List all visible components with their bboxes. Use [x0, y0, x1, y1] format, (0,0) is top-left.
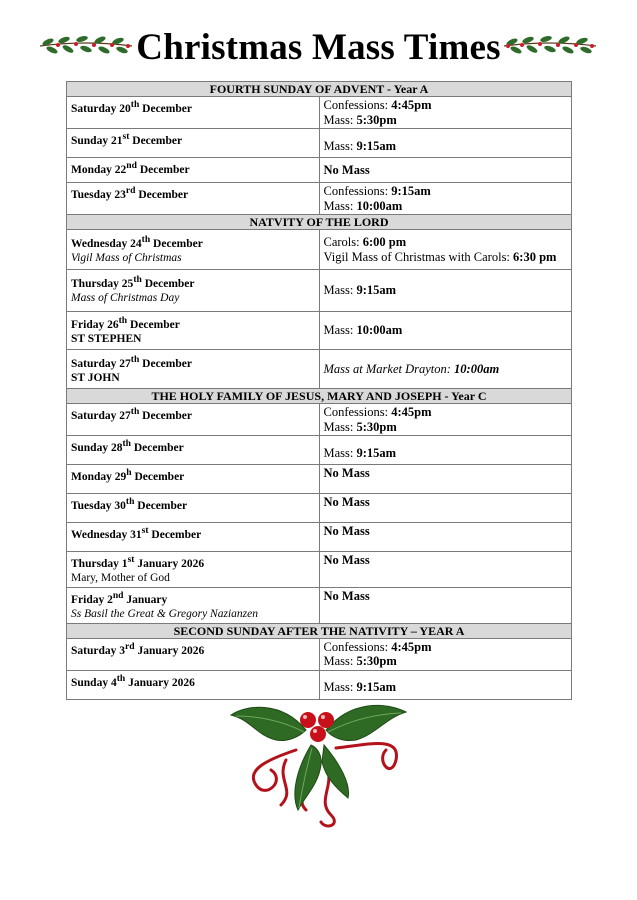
section-heading: SECOND SUNDAY AFTER THE NATIVITY – YEAR A — [67, 623, 572, 638]
schedule-row — [67, 158, 572, 183]
section-heading: NATVITY OF THE LORD — [67, 215, 572, 230]
schedule-row — [67, 404, 572, 436]
schedule-row — [67, 436, 572, 465]
times-cell: Confessions: 4:45pm Mass: 5:30pm — [319, 404, 572, 436]
schedule-row — [67, 183, 572, 215]
section-heading: FOURTH SUNDAY OF ADVENT - Year A — [67, 82, 572, 97]
times-cell: Confessions: 9:15am Mass: 10:00am — [319, 183, 572, 215]
times-cell: No Mass — [319, 587, 572, 623]
schedule-row — [67, 638, 572, 670]
times-cell: Mass: 9:15am — [319, 670, 572, 699]
schedule-row — [67, 465, 572, 494]
holly-sprig-icon — [502, 34, 598, 56]
times-cell: Confessions: 4:45pm Mass: 5:30pm — [319, 97, 572, 129]
day-cell: Sunday 28th December — [67, 436, 320, 465]
schedule-row — [67, 494, 572, 523]
times-cell: No Mass — [319, 465, 572, 494]
day-cell: Saturday 27th December — [67, 404, 320, 436]
day-cell: Friday 26th December ST STEPHEN — [67, 312, 320, 350]
day-cell: Wednesday 31st December — [67, 523, 320, 552]
section-heading: THE HOLY FAMILY OF JESUS, MARY AND JOSEPH - Year C — [67, 389, 572, 404]
day-cell: Tuesday 23rd December — [67, 183, 320, 215]
schedule-row — [67, 587, 572, 623]
day-cell: Tuesday 30th December — [67, 494, 320, 523]
schedule-row — [67, 270, 572, 312]
times-cell: No Mass — [319, 552, 572, 588]
times-cell: Mass: 9:15am — [319, 129, 572, 158]
section-heading-row — [67, 215, 572, 230]
times-cell: Mass: 10:00am — [319, 312, 572, 350]
schedule-row — [67, 129, 572, 158]
day-cell: Sunday 21st December — [67, 129, 320, 158]
schedule-row — [67, 350, 572, 389]
times-cell: Mass at Market Drayton: 10:00am — [319, 350, 572, 389]
day-cell: Saturday 3rd January 2026 — [67, 638, 320, 670]
times-cell: No Mass — [319, 158, 572, 183]
day-cell: Sunday 4th January 2026 — [67, 670, 320, 699]
day-cell: Monday 22nd December — [67, 158, 320, 183]
times-cell: Mass: 9:15am — [319, 270, 572, 312]
schedule-row — [67, 230, 572, 270]
day-cell: Saturday 27th December ST JOHN — [67, 350, 320, 389]
times-cell: No Mass — [319, 523, 572, 552]
day-cell: Monday 29$^h$ December — [67, 465, 320, 494]
day-cell: Thursday 1st January 2026 Mary, Mother of God — [67, 552, 320, 588]
times-cell: No Mass — [319, 494, 572, 523]
schedule-row — [67, 552, 572, 588]
times-cell: Carols: 6:00 pm Vigil Mass of Christmas with Carols: 6:30 pm — [319, 230, 572, 270]
schedule-row — [67, 312, 572, 350]
section-heading-row — [67, 623, 572, 638]
page-header — [0, 24, 637, 74]
day-cell: Saturday 20th December — [67, 97, 320, 129]
section-heading-row — [67, 389, 572, 404]
section-heading-row — [67, 82, 572, 97]
schedule-row — [67, 523, 572, 552]
day-cell: Friday 2nd January Ss Basil the Great & Gregory Nazianzen — [67, 587, 320, 623]
schedule-row — [67, 97, 572, 129]
mass-schedule-table — [66, 81, 572, 700]
holly-decoration-icon — [226, 690, 412, 840]
day-cell: Thursday 25th December Mass of Christmas Day — [67, 270, 320, 312]
times-cell: Confessions: 4:45pm Mass: 5:30pm — [319, 638, 572, 670]
times-cell: Mass: 9:15am — [319, 436, 572, 465]
page-title: Christmas Mass Times — [136, 27, 501, 68]
day-cell: Wednesday 24th December Vigil Mass of Christmas — [67, 230, 320, 270]
